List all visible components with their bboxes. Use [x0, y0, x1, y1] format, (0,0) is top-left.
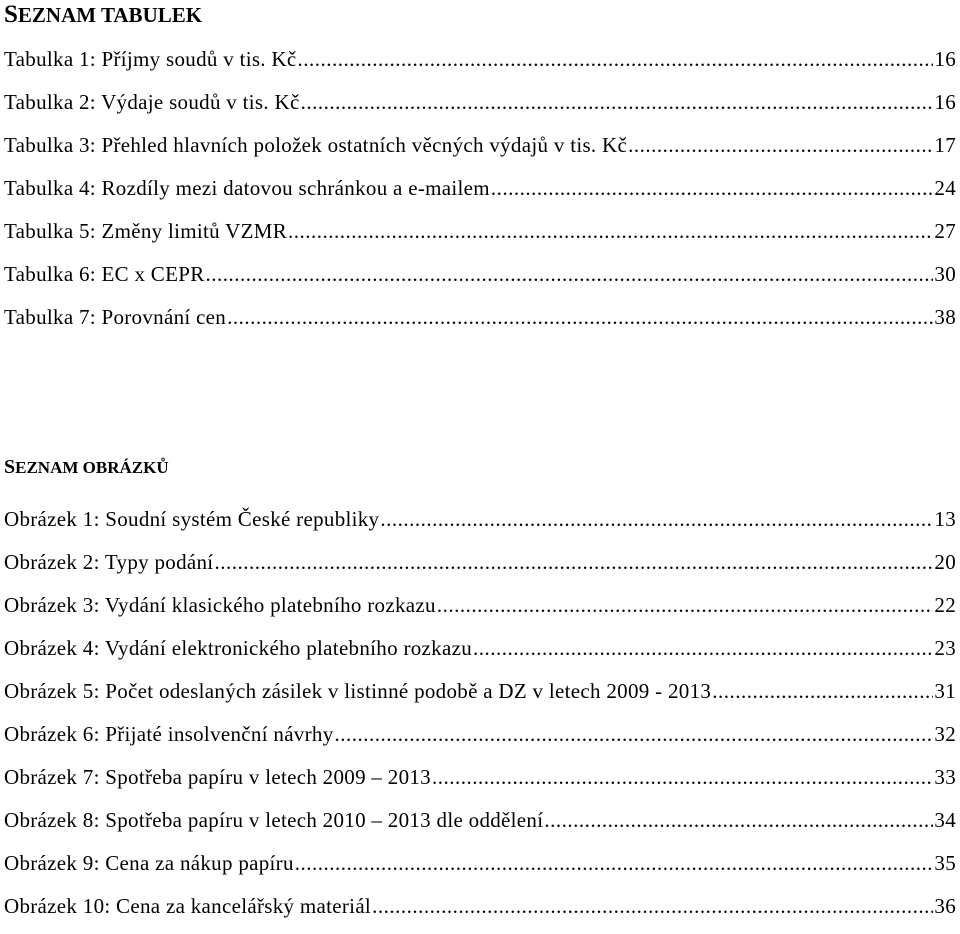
dot-leader [432, 762, 933, 792]
toc-entry-table-2[interactable] [4, 87, 956, 130]
toc-entry-title: Tabulka 1: Příjmy soudů v tis. Kč [4, 47, 297, 71]
toc-entry-figure-8[interactable] [4, 805, 956, 848]
toc-entry-title: Obrázek 5: Počet odeslaných zásilek v listinné podobě a DZ v letech 2009 - 2013 [4, 679, 712, 703]
toc-entry-page: 17 [934, 133, 956, 157]
tables-heading-initial: S [4, 1, 18, 28]
toc-entry-title: Tabulka 5: Změny limitů VZMR [4, 219, 288, 243]
toc-entry-figure-6[interactable] [4, 719, 956, 762]
dot-leader [491, 173, 933, 203]
toc-entry-title: Tabulka 3: Přehled hlavních položek ostatních věcných výdajů v tis. Kč [4, 133, 628, 157]
figures-list-heading [4, 457, 169, 477]
toc-entry-figure-3[interactable] [4, 590, 956, 633]
toc-entry-title: Obrázek 9: Cena za nákup papíru [4, 851, 294, 875]
toc-entry-figure-7[interactable] [4, 762, 956, 805]
toc-entry-title: Obrázek 1: Soudní systém České republiky [4, 507, 380, 531]
toc-entry-page: 24 [934, 176, 956, 200]
toc-entry-figure-2[interactable] [4, 547, 956, 590]
toc-entry-figure-1[interactable] [4, 504, 956, 547]
toc-entry-title: Obrázek 4: Vydání elektronického platebního rozkazu [4, 636, 472, 660]
toc-entry-page: 16 [934, 47, 956, 71]
toc-entry-table-3[interactable] [4, 130, 956, 173]
toc-entry-page: 35 [934, 851, 956, 875]
toc-entry-figure-5[interactable] [4, 676, 956, 719]
dot-leader [335, 719, 934, 749]
dot-leader [437, 590, 934, 620]
toc-entry-page: 38 [934, 305, 956, 329]
dot-leader [473, 633, 933, 663]
toc-entry-title: Obrázek 7: Spotřeba papíru v letech 2009 – 2013 [4, 765, 431, 789]
toc-entry-table-7[interactable] [4, 302, 956, 345]
tables-list [4, 44, 956, 345]
toc-entry-figure-4[interactable] [4, 633, 956, 676]
toc-entry-page: 16 [934, 90, 956, 114]
dot-leader [288, 216, 933, 246]
toc-entry-table-6[interactable] [4, 259, 956, 302]
toc-entry-title: Obrázek 6: Přijaté insolvenční návrhy [4, 722, 334, 746]
dot-leader [712, 676, 933, 706]
toc-entry-page: 13 [934, 507, 956, 531]
figures-heading-rest: EZNAM OBRÁZKŮ [15, 458, 169, 477]
toc-entry-page: 22 [934, 593, 956, 617]
toc-entry-title: Tabulka 2: Výdaje soudů v tis. Kč [4, 90, 300, 114]
toc-entry-title: Obrázek 2: Typy podání [4, 550, 214, 574]
toc-entry-page: 34 [934, 808, 956, 832]
toc-entry-title: Tabulka 6: EC x CEPR [4, 262, 205, 286]
dot-leader [301, 87, 934, 117]
dot-leader [298, 44, 934, 74]
dot-leader [227, 302, 933, 332]
dot-leader [295, 848, 934, 878]
dot-leader [214, 547, 933, 577]
toc-entry-table-5[interactable] [4, 216, 956, 259]
tables-list-heading [4, 2, 202, 27]
toc-entry-title: Obrázek 8: Spotřeba papíru v letech 2010 – 2013 dle oddělení [4, 808, 544, 832]
toc-entry-title: Obrázek 10: Cena za kancelářský materiál [4, 894, 372, 918]
toc-entry-page: 23 [934, 636, 956, 660]
toc-entry-figure-9[interactable] [4, 848, 956, 891]
toc-entry-title: Tabulka 4: Rozdíly mezi datovou schránkou a e-mailem [4, 176, 490, 200]
figures-list [4, 504, 956, 934]
toc-entry-table-1[interactable] [4, 44, 956, 87]
figures-heading-initial: S [4, 456, 16, 478]
dot-leader [380, 504, 933, 534]
dot-leader [628, 130, 933, 160]
toc-entry-title: Obrázek 3: Vydání klasického platebního rozkazu [4, 593, 436, 617]
toc-entry-page: 31 [934, 679, 956, 703]
toc-entry-page: 30 [934, 262, 956, 286]
toc-entry-page: 20 [934, 550, 956, 574]
toc-entry-page: 33 [934, 765, 956, 789]
dot-leader [206, 259, 934, 289]
toc-entry-page: 27 [934, 219, 956, 243]
tables-heading-rest: EZNAM TABULEK [17, 3, 203, 27]
dot-leader [372, 891, 933, 921]
toc-entry-table-4[interactable] [4, 173, 956, 216]
toc-entry-page: 36 [934, 894, 956, 918]
toc-entry-page: 32 [934, 722, 956, 746]
toc-entry-title: Tabulka 7: Porovnání cen [4, 305, 227, 329]
dot-leader [544, 805, 933, 835]
